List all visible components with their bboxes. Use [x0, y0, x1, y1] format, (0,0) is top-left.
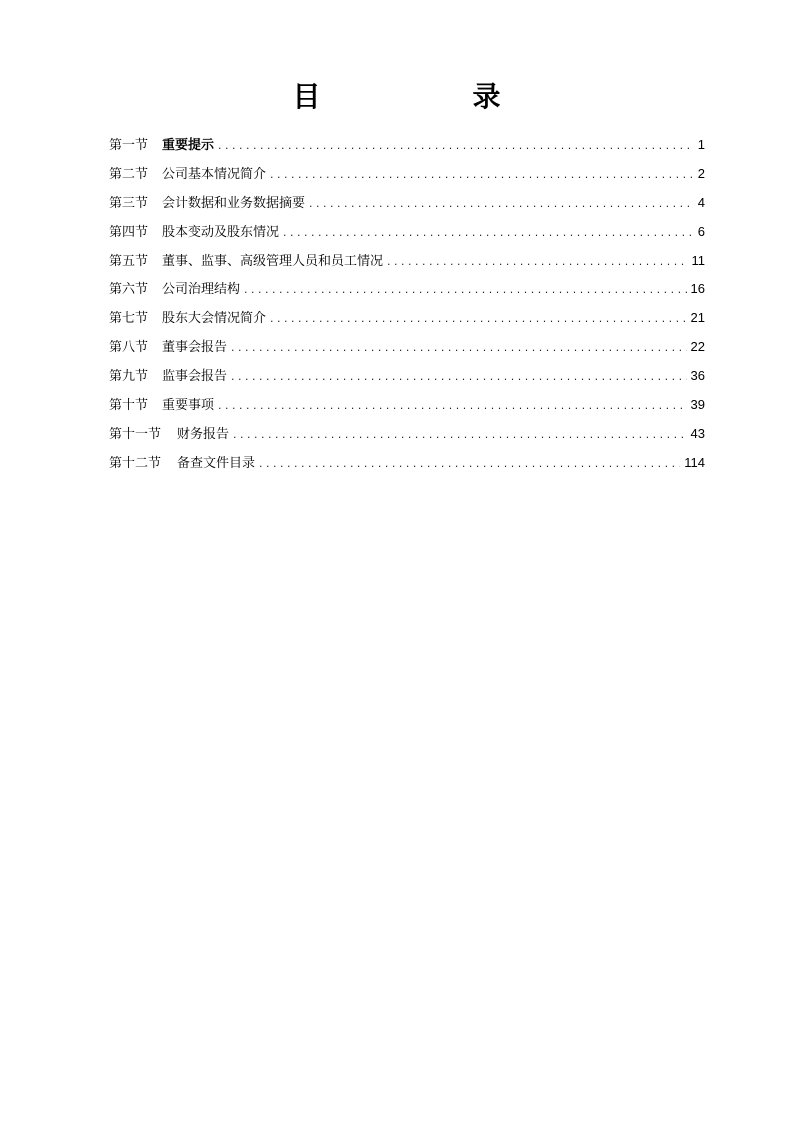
- dot-leader: [218, 392, 687, 421]
- section-title: 重要提示: [162, 138, 215, 153]
- toc-entry-7[interactable]: [109, 304, 705, 333]
- section-title: 董事会报告: [162, 340, 228, 356]
- page-number: 2: [697, 165, 705, 181]
- dot-leader: [387, 248, 687, 277]
- section-number: 第六节: [109, 282, 149, 298]
- page-number: 4: [697, 194, 705, 210]
- toc-entry-8[interactable]: [109, 333, 705, 362]
- page-number: 36: [690, 368, 705, 384]
- page-number: 6: [697, 223, 705, 239]
- toc-entry-12[interactable]: [109, 449, 705, 478]
- section-number: 第三节: [109, 195, 149, 211]
- dot-leader: [259, 450, 680, 479]
- toc-entry-5[interactable]: [109, 247, 705, 276]
- section-title: 监事会报告: [162, 369, 228, 385]
- page-number: 39: [690, 397, 705, 413]
- section-title: 公司基本情况简介: [162, 166, 267, 182]
- section-number: 第八节: [109, 340, 149, 356]
- section-title: 董事、监事、高级管理人员和员工情况: [162, 253, 384, 269]
- section-number: 第七节: [109, 311, 149, 327]
- section-number: 第十二节: [109, 455, 162, 471]
- section-title: 财务报告: [177, 426, 230, 442]
- toc-entry-6[interactable]: [109, 275, 705, 304]
- section-title: 重要事项: [162, 398, 215, 414]
- toc-entry-4[interactable]: [109, 218, 705, 247]
- dot-leader: [231, 334, 687, 363]
- section-title: 公司治理结构: [162, 282, 241, 298]
- page-number: 1: [697, 137, 705, 152]
- dot-leader: [270, 305, 687, 334]
- dot-leader: [309, 190, 694, 219]
- page-number: 16: [690, 281, 705, 297]
- toc-entry-10[interactable]: [109, 391, 705, 420]
- page-number: 43: [690, 425, 705, 441]
- section-title: 会计数据和业务数据摘要: [162, 195, 306, 211]
- toc-entry-2[interactable]: [109, 160, 705, 189]
- section-title: 股本变动及股东情况: [162, 224, 280, 240]
- page-title: 目 录: [292, 79, 563, 113]
- page-number: 114: [684, 454, 705, 470]
- dot-leader: [231, 363, 687, 392]
- dot-leader: [218, 132, 694, 161]
- toc-entry-3[interactable]: [109, 189, 705, 218]
- dot-leader: [233, 421, 687, 450]
- section-number: 第一节: [109, 138, 149, 153]
- dot-leader: [283, 219, 694, 248]
- section-number: 第十一节: [109, 426, 162, 442]
- section-number: 第九节: [109, 369, 149, 385]
- section-number: 第五节: [109, 253, 149, 269]
- section-number: 第四节: [109, 224, 149, 240]
- section-title: 股东大会情况简介: [162, 311, 267, 327]
- toc-entry-11[interactable]: [109, 420, 705, 449]
- section-number: 第十节: [109, 398, 149, 414]
- toc-entry-9[interactable]: [109, 362, 705, 391]
- section-number: 第二节: [109, 166, 149, 182]
- page-number: 11: [691, 252, 705, 268]
- table-of-contents: [109, 131, 705, 478]
- toc-entry-1[interactable]: [109, 131, 705, 160]
- dot-leader: [244, 276, 687, 305]
- dot-leader: [270, 161, 694, 190]
- page-number: 22: [690, 339, 705, 355]
- section-title: 备查文件目录: [177, 455, 256, 471]
- page-number: 21: [690, 310, 705, 326]
